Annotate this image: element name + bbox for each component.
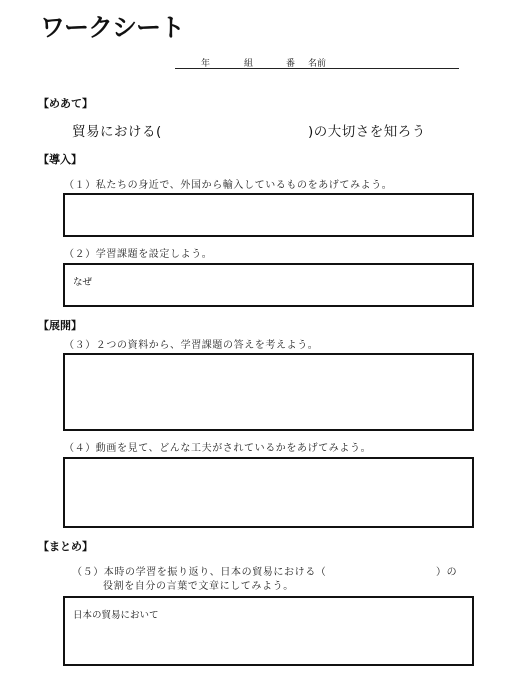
class-label: 組 <box>244 59 254 69</box>
answer-box-q5-text: 日本の貿易において <box>73 610 159 621</box>
year-label: 年 <box>201 59 211 69</box>
answer-box-q3[interactable] <box>63 353 474 431</box>
answer-box-q5[interactable] <box>63 596 474 666</box>
goal-sentence <box>72 120 472 138</box>
student-info-line <box>175 56 459 69</box>
section-summary-heading: 【まとめ】 <box>38 540 93 553</box>
section-intro-heading: 【導入】 <box>38 153 82 166</box>
prompt-q1: （１）私たちの身近で、外国から輸入しているものをあげてみよう。 <box>64 180 393 191</box>
prompt-q2: （２）学習課題を設定しよう。 <box>64 249 213 260</box>
answer-box-q2-text: なぜ <box>73 277 93 288</box>
number-label: 番 <box>286 59 296 69</box>
worksheet-title: ワークシート <box>40 13 185 42</box>
prompt-q5-line2: 役割を自分の言葉で文章にしてみよう。 <box>103 581 294 592</box>
answer-box-q1[interactable] <box>63 193 474 237</box>
prompt-q3: （３）２つの資料から、学習課題の答えを考えよう。 <box>64 340 319 351</box>
prompt-q5-line1-after: ）の <box>436 567 458 578</box>
prompt-q4: （４）動画を見て、どんな工夫がされているかをあげてみよう。 <box>64 443 372 454</box>
prompt-q5-line1-before: （５）本時の学習を振り返り、日本の貿易における（ <box>72 567 327 578</box>
answer-box-q2[interactable] <box>63 263 474 307</box>
goal-text-after: )の大切さを知ろう <box>308 124 426 140</box>
name-label: 名前 <box>308 59 327 69</box>
section-develop-heading: 【展開】 <box>38 319 82 332</box>
goal-text-before: 貿易における( <box>72 124 162 140</box>
answer-box-q4[interactable] <box>63 457 474 528</box>
section-goal-heading: 【めあて】 <box>38 97 93 110</box>
